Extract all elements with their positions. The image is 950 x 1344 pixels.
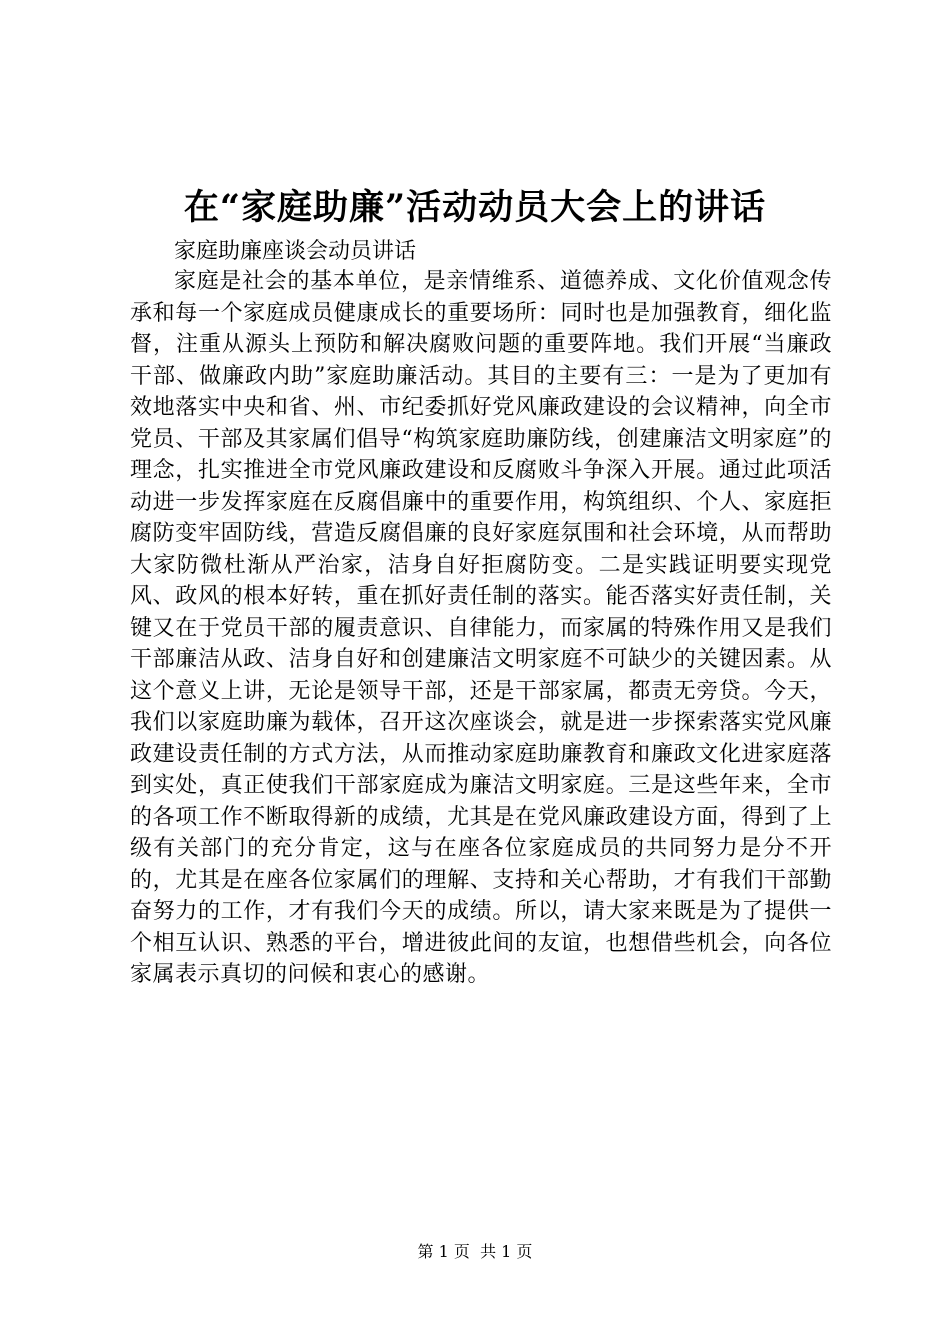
document-title: 在“家庭助廉”活动动员大会上的讲话 [183, 187, 767, 228]
page-footer: 第 1 页 共 1 页 [417, 1242, 533, 1261]
document-subtitle: 家庭助廉座谈会动员讲话 [174, 239, 417, 264]
document-body: 家庭是社会的基本单位，是亲情维系、道德养成、文化价值观念传承和每一个家庭成员健康成长的重要场所：同时也是加强教育，细化监督，注重从源头上预防和解决腐败问题的重要阵地。我们开展“当廉政干部、做廉政内助”家庭助廉活动。其目的主要有三：一是为了更加有效地落实中央和省、州、市纪委抓好党风廉政建设的会议精神，向全市党员、干部及其家属们倡导“构筑家庭助廉防线，创建廉洁文明家庭”的理念，扎实推进全市党风廉政建设和反腐败斗争深入开展。通过此项活动进一步发挥家庭在反腐倡廉中的重要作用，构筑组织、个人、家庭拒腐防变牢固防线，营造反腐倡廉的良好家庭氛围和社会环境，从而帮助大家防微杜渐从严治家，洁身自好拒腐防变。二是实践证明要实现党风、政风的根本好转，重在抓好责任制的落实。能否落实好责任制，关键又在于党员干部的履责意识、自律能力，而家属的特殊作用又是我们干部廉洁从政、洁身自好和创建廉洁文明家庭不可缺少的关键因素。从这个意义上讲，无论是领导干部，还是干部家属，都责无旁贷。今天，我们以家庭助廉为载体，召开这次座谈会，就是进一步探索落实党风廉政建设责任制的方式方法，从而推动家庭助廉教育和廉政文化进家庭落到实处，真正使我们干部家庭成为廉洁文明家庭。三是这些年来，全市的各项工作不断取得新的成绩，尤其是在党风廉政建设方面，得到了上级有关部门的充分肯定，这与在座各位家庭成员的共同努力是分不开的，尤其是在座各位家属们的理解、支持和关心帮助，才有我们干部勤奋努力的工作，才有我们今天的成绩。所以，请大家来既是为了提供一个相互认识、熟悉的平台，增进彼此间的友谊，也想借些机会，向各位家属表示真切的问候和衷心的感谢。 [130, 269, 832, 987]
